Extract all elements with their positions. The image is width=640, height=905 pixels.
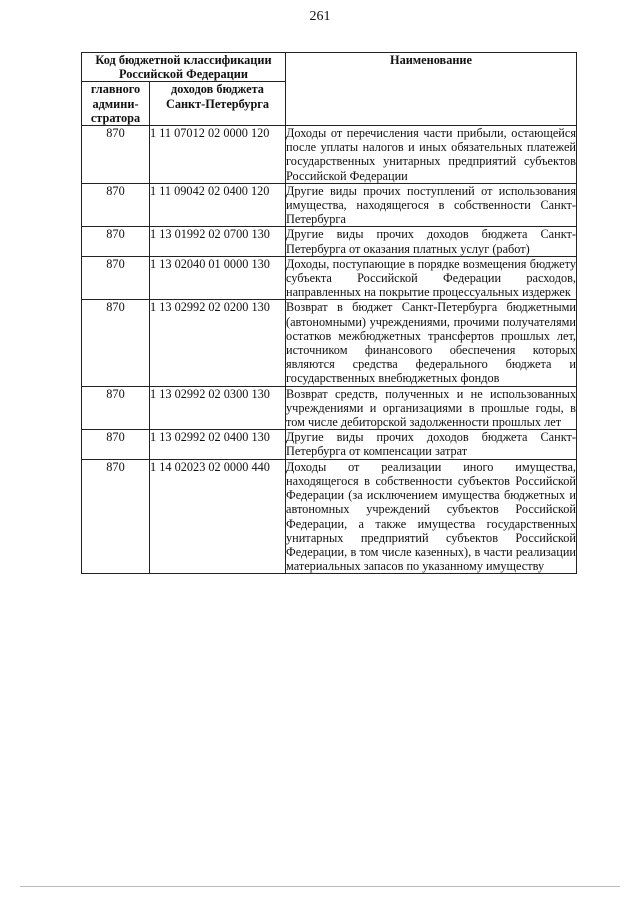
table-row	[82, 386, 577, 430]
admin-code-cell: 870	[82, 386, 150, 430]
admin-code-cell: 870	[82, 300, 150, 386]
page-number: 261	[309, 9, 331, 24]
table-row	[82, 126, 577, 184]
admin-code-cell: 870	[82, 227, 150, 256]
income-code-cell: 1 13 01992 02 0700 130	[150, 227, 286, 256]
header-code-group: Код бюджетной классификации Российской Федерации	[82, 53, 286, 82]
income-code-cell: 1 13 02992 02 0400 130	[150, 430, 286, 459]
table-row	[82, 300, 577, 386]
table-header-row	[82, 53, 577, 82]
table-row	[82, 430, 577, 459]
header-name: Наименование	[286, 53, 577, 126]
table-row	[82, 183, 577, 227]
table-row	[82, 227, 577, 256]
income-code-cell: 1 13 02992 02 0300 130	[150, 386, 286, 430]
income-name-cell: Возврат средств, полученных и не использованных учреждениями и организациями в прошлые годы, в том числе дебиторской задолженности прошлых лет	[286, 386, 576, 430]
budget-classification-table	[81, 52, 577, 574]
income-code-cell: 1 13 02040 01 0000 130	[150, 256, 286, 300]
income-code-cell: 1 11 07012 02 0000 120	[150, 126, 286, 184]
income-name-cell: Другие виды прочих доходов бюджета Санкт-Петербурга от оказания платных услуг (работ)	[286, 227, 576, 256]
income-name-cell: Возврат в бюджет Санкт-Петербурга бюджетными (автономными) учреждениями, прочими получателями остатков межбюджетных трансфертов прошлых лет, источником финансового обеспечения которых являются средства федерального бюджета и государственных внебюджетных фондов	[286, 300, 576, 386]
income-code-cell: 1 11 09042 02 0400 120	[150, 183, 286, 227]
admin-code-cell: 870	[82, 430, 150, 459]
income-name-cell: Другие виды прочих доходов бюджета Санкт-Петербурга от компенсации затрат	[286, 430, 576, 459]
scan-edge-line	[20, 886, 620, 887]
table-row	[82, 256, 577, 300]
income-name-cell: Доходы от реализации иного имущества, находящегося в собственности субъектов Российской Федерации (за исключением имущества бюджетных и автономных учреждений субъектов Российской Федерации, а также имущества государственных унитарных предприятий субъектов Российской Федерации, в том числе казенных), в части реализации материальных запасов по указанному имуществу	[286, 459, 576, 574]
admin-code-cell: 870	[82, 126, 150, 184]
admin-code-cell: 870	[82, 183, 150, 227]
header-admin: главного админи-стратора	[82, 82, 150, 126]
table-row	[82, 459, 577, 574]
admin-code-cell: 870	[82, 256, 150, 300]
header-income: доходов бюджета Санкт-Петербурга	[150, 82, 286, 126]
income-name-cell: Другие виды прочих поступлений от использования имущества, находящегося в собственности Санкт-Петербурга	[286, 183, 576, 227]
admin-code-cell: 870	[82, 459, 150, 574]
income-code-cell: 1 14 02023 02 0000 440	[150, 459, 286, 574]
income-code-cell: 1 13 02992 02 0200 130	[150, 300, 286, 386]
income-name-cell: Доходы, поступающие в порядке возмещения бюджету субъекта Российской Федерации расходов, направленных на покрытие процессуальных издержек	[286, 256, 576, 300]
income-name-cell: Доходы от перечисления части прибыли, остающейся после уплаты налогов и иных обязательных платежей государственных унитарных предприятий субъектов Российской Федерации	[286, 126, 576, 183]
